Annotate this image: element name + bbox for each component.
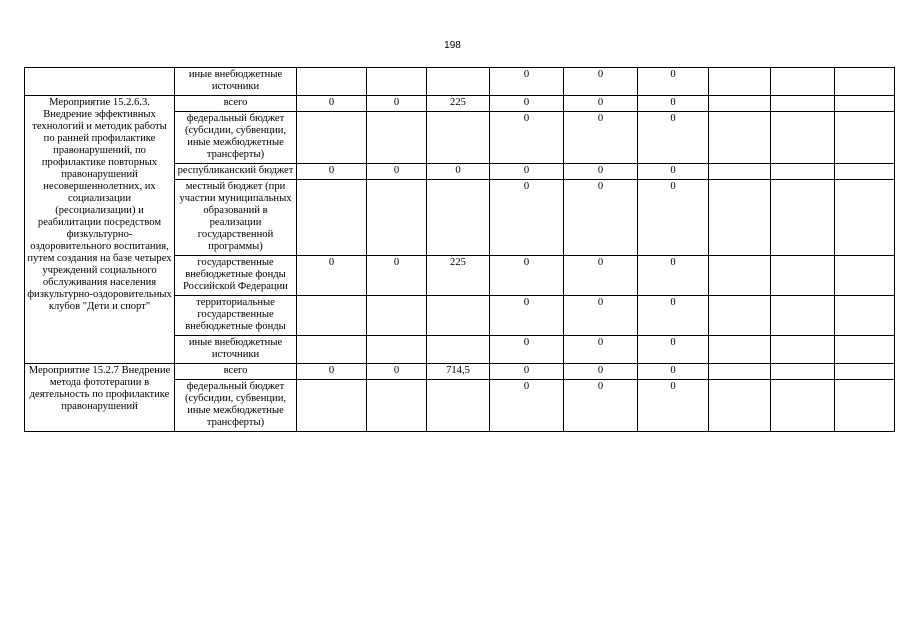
value-cell	[709, 296, 771, 336]
measure-cell	[25, 68, 175, 96]
value-cell	[835, 112, 895, 164]
value-cell: 0	[490, 96, 564, 112]
value-cell: 0	[638, 96, 709, 112]
value-cell	[835, 68, 895, 96]
value-cell	[427, 336, 490, 364]
value-cell	[367, 68, 427, 96]
value-cell	[427, 380, 490, 432]
value-cell	[709, 380, 771, 432]
value-cell: 0	[564, 180, 638, 256]
value-cell: 0	[367, 164, 427, 180]
value-cell	[297, 380, 367, 432]
value-cell: 0	[564, 256, 638, 296]
value-cell: 0	[564, 68, 638, 96]
value-cell	[771, 336, 835, 364]
value-cell: 0	[297, 96, 367, 112]
value-cell	[771, 380, 835, 432]
value-cell: 714,5	[427, 364, 490, 380]
value-cell: 0	[490, 180, 564, 256]
value-cell	[835, 256, 895, 296]
value-cell	[367, 380, 427, 432]
value-cell: 0	[490, 112, 564, 164]
value-cell	[771, 180, 835, 256]
value-cell	[709, 112, 771, 164]
value-cell	[367, 296, 427, 336]
value-cell	[367, 180, 427, 256]
value-cell: 0	[490, 256, 564, 296]
value-cell	[709, 164, 771, 180]
value-cell	[297, 68, 367, 96]
value-cell: 0	[490, 364, 564, 380]
table-row	[25, 364, 895, 380]
funding-source-cell: республиканский бюджет	[175, 164, 297, 180]
value-cell	[297, 180, 367, 256]
table-row	[25, 68, 895, 96]
value-cell: 0	[638, 296, 709, 336]
value-cell	[771, 164, 835, 180]
value-cell	[297, 112, 367, 164]
value-cell: 225	[427, 96, 490, 112]
value-cell: 0	[638, 256, 709, 296]
value-cell: 0	[297, 364, 367, 380]
value-cell: 0	[490, 336, 564, 364]
value-cell: 0	[564, 164, 638, 180]
value-cell	[427, 296, 490, 336]
value-cell: 0	[367, 256, 427, 296]
value-cell	[709, 180, 771, 256]
value-cell	[835, 164, 895, 180]
value-cell	[709, 336, 771, 364]
funding-source-cell: иные внебюджетные источники	[175, 336, 297, 364]
value-cell: 0	[490, 296, 564, 336]
value-cell	[835, 364, 895, 380]
value-cell: 0	[297, 164, 367, 180]
value-cell	[297, 296, 367, 336]
value-cell: 0	[564, 336, 638, 364]
value-cell: 0	[564, 96, 638, 112]
value-cell	[709, 256, 771, 296]
value-cell	[771, 68, 835, 96]
value-cell: 0	[564, 112, 638, 164]
value-cell	[427, 180, 490, 256]
funding-source-cell: государственные внебюджетные фонды Российской Федерации	[175, 256, 297, 296]
value-cell: 0	[564, 296, 638, 336]
value-cell: 0	[638, 364, 709, 380]
value-cell: 0	[564, 380, 638, 432]
value-cell: 0	[490, 380, 564, 432]
value-cell	[367, 112, 427, 164]
value-cell	[297, 336, 367, 364]
value-cell	[771, 256, 835, 296]
funding-source-cell: федеральный бюджет (субсидии, субвенции, иные межбюджетные трансферты)	[175, 380, 297, 432]
value-cell	[835, 96, 895, 112]
value-cell: 0	[297, 256, 367, 296]
value-cell	[835, 180, 895, 256]
value-cell: 0	[367, 364, 427, 380]
funding-source-cell: всего	[175, 364, 297, 380]
value-cell	[367, 336, 427, 364]
value-cell	[771, 296, 835, 336]
funding-source-cell: всего	[175, 96, 297, 112]
measure-cell: Мероприятие 15.2.6.3. Внедрение эффективных технологий и методик работы по ранней профилактике правонарушений, по профилактике повторных правонарушений несовершеннолетних, их социализации (ресоциализации) и реабилитации посредством физкультурно-оздоровительного воспитания, путем создания на базе четырех учреждений социального обслуживания населения физкультурно-оздоровительных клубов "Дети и спорт"	[25, 96, 175, 364]
funding-source-cell: федеральный бюджет (субсидии, субвенции, иные межбюджетные трансферты)	[175, 112, 297, 164]
value-cell	[427, 112, 490, 164]
value-cell: 0	[638, 68, 709, 96]
value-cell	[835, 296, 895, 336]
value-cell: 0	[638, 380, 709, 432]
value-cell	[771, 112, 835, 164]
value-cell	[709, 68, 771, 96]
value-cell: 0	[490, 164, 564, 180]
budget-table	[24, 67, 895, 432]
value-cell	[771, 96, 835, 112]
table-body	[25, 68, 895, 432]
value-cell: 0	[638, 336, 709, 364]
value-cell: 0	[490, 68, 564, 96]
value-cell: 0	[638, 164, 709, 180]
value-cell	[771, 364, 835, 380]
value-cell	[835, 336, 895, 364]
value-cell: 0	[638, 180, 709, 256]
value-cell	[709, 364, 771, 380]
funding-source-cell: иные внебюджетные источники	[175, 68, 297, 96]
value-cell	[427, 68, 490, 96]
page-number: 198	[444, 40, 461, 51]
funding-source-cell: территориальные государственные внебюджетные фонды	[175, 296, 297, 336]
measure-cell: Мероприятие 15.2.7 Внедрение метода фототерапии в деятельность по профилактике правонарушений	[25, 364, 175, 432]
value-cell	[835, 380, 895, 432]
value-cell: 225	[427, 256, 490, 296]
value-cell: 0	[367, 96, 427, 112]
table-row	[25, 96, 895, 112]
funding-source-cell: местный бюджет (при участии муниципальных образований в реализации государственной программы)	[175, 180, 297, 256]
value-cell: 0	[564, 364, 638, 380]
value-cell: 0	[427, 164, 490, 180]
value-cell: 0	[638, 112, 709, 164]
value-cell	[709, 96, 771, 112]
